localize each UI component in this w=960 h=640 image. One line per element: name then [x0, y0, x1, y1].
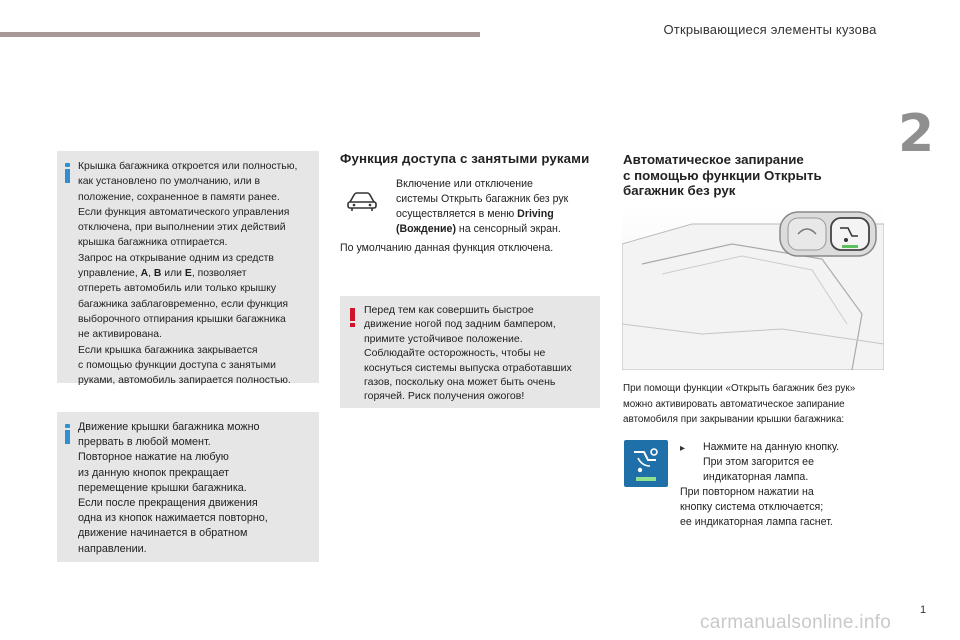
text-line: Если после прекращения движения: [78, 497, 258, 510]
hands-free-button-icon: [624, 440, 668, 487]
text-line: При этом загорится ее: [703, 456, 814, 468]
text-line: примите устойчивое положение.: [364, 332, 523, 345]
text-line: можно активировать автоматическое запирание: [623, 398, 845, 410]
text-line: осуществляется в меню Driving: [396, 208, 554, 220]
text-line: одна из кнопок нажимается повторно,: [78, 512, 268, 525]
text-line: движение начинается в обратном: [78, 527, 248, 540]
text-line: выборочного отпирания крышки багажника: [78, 313, 286, 325]
chapter-number: 2: [898, 104, 935, 164]
header-rule: [0, 32, 480, 37]
text-line: горячей. Риск получения ожогов!: [364, 390, 525, 403]
text-line: положение, сохраненное в памяти ранее.: [78, 191, 280, 203]
text-line: ее индикаторная лампа гаснет.: [680, 516, 833, 528]
text-line: не активирована.: [78, 329, 162, 341]
text-line: движение ногой под задним бампером,: [364, 318, 556, 331]
page-number: 1: [920, 604, 927, 616]
info-box-text: [78, 420, 316, 557]
text-line: Если крышка багажника закрывается: [78, 344, 258, 356]
watermark: carmanualsonline.info: [700, 612, 892, 633]
warning-box: [340, 296, 600, 408]
text-line: Крышка багажника откроется или полностью,: [78, 161, 298, 172]
text-line: прервать в любой момент.: [78, 436, 211, 449]
text-line: крышка багажника отпирается.: [78, 237, 228, 249]
text-line: При помощи функции «Открыть багажник без рук»: [623, 383, 856, 394]
title-line: Автоматическое запирание: [623, 152, 804, 167]
step-bullet-icon: ▸: [680, 443, 686, 454]
warning-text: [364, 303, 600, 404]
info-icon: [65, 163, 70, 183]
warning-icon: [350, 308, 355, 327]
section-title-auto-lock: [623, 152, 903, 199]
info-box-text: [78, 159, 318, 388]
info-box-movement: [57, 412, 319, 562]
text-line: Движение крышки багажника можно: [78, 421, 260, 433]
text-line: багажника заблаговременно, если функция: [78, 298, 289, 310]
text-line: автомобиля при закрывании крышки багажника:: [623, 414, 845, 425]
text-line: Повторное нажатие на любую: [78, 451, 229, 464]
text-line: При повторном нажатии на: [680, 486, 814, 498]
text-line: как установлено по умолчанию, или в: [78, 176, 261, 188]
text-line: индикаторная лампа.: [703, 471, 809, 483]
text-line: направлении.: [78, 542, 147, 555]
text-line: газов, поскольку она может быть очень: [364, 376, 556, 389]
text-line: управление, A, B или E, позволяет: [78, 268, 247, 280]
info-box-trunk-opening: [57, 151, 319, 387]
text-line: руками, автомобиль запирается полностью.: [78, 375, 291, 387]
hands-free-intro: [396, 177, 606, 237]
title-line: с помощью функции Открыть: [623, 167, 822, 183]
info-icon: [65, 424, 70, 444]
text-line: системы Открыть багажник без рук: [396, 193, 569, 205]
step-instruction: [703, 440, 923, 485]
text-line: Включение или отключение: [396, 178, 533, 190]
text-line: перемещение крышки багажника.: [78, 481, 247, 494]
default-state-text: По умолчанию данная функция отключена.: [340, 242, 554, 254]
car-settings-icon: [346, 190, 378, 212]
text-line: отключена, при выполнении этих действий: [78, 222, 286, 234]
tailgate-button-photo: [622, 204, 884, 370]
text-line: Перед тем как совершить быстрое: [364, 304, 534, 316]
page-header-title: Открывающиеся элементы кузова: [663, 22, 877, 37]
auto-lock-description: [623, 381, 923, 428]
text-line: отпереть автомобиль или только крышку: [78, 283, 277, 295]
text-line: Соблюдайте осторожность, чтобы не: [364, 347, 546, 360]
section-title-hands-free: Функция доступа с занятыми руками: [340, 151, 590, 166]
repeat-press-text: [680, 485, 920, 530]
text-line: из данную кнопок прекращает: [78, 466, 230, 479]
text-line: Запрос на открывание одним из средств: [78, 252, 274, 264]
text-line: Нажмите на данную кнопку.: [703, 441, 840, 453]
text-line: коснуться системы выпуска отработавших: [364, 361, 572, 374]
text-line: кнопку система отключается;: [680, 501, 824, 513]
text-line: (Вождение) на сенсорный экран.: [396, 223, 561, 235]
text-line: с помощью функции доступа с занятыми: [78, 359, 276, 371]
title-line: багажник без рук: [623, 183, 736, 198]
text-line: Если функция автоматического управления: [78, 206, 290, 218]
